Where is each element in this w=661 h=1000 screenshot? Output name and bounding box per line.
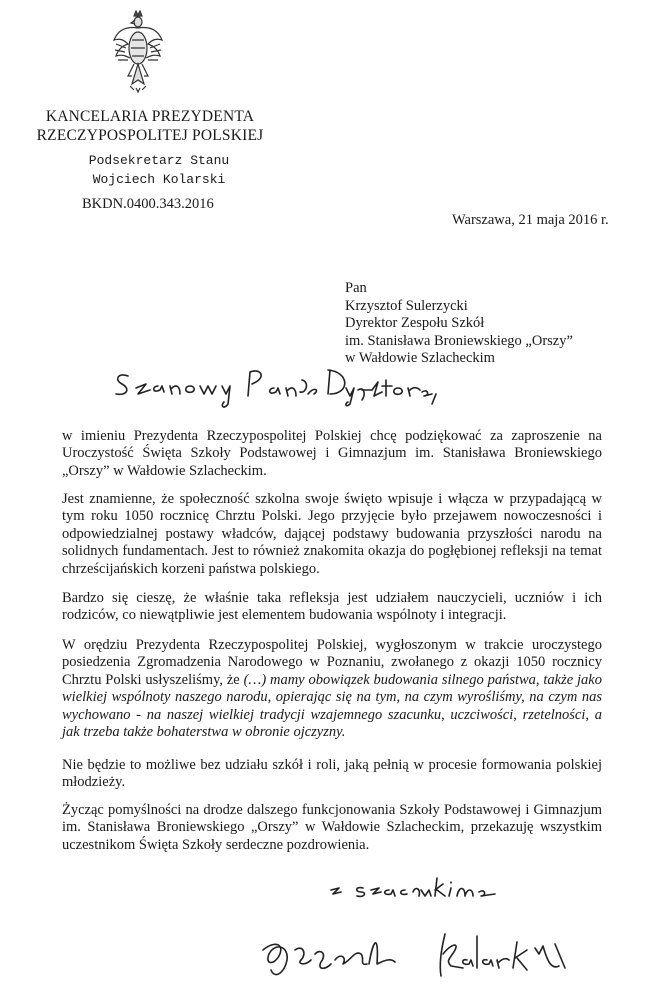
paragraph-5: Nie będzie to możliwe bez udziału szkół i roli, jaką pełnią w procesie formowania polskiej młodzieży. <box>62 757 602 791</box>
handwritten-signature <box>255 920 595 990</box>
addressee-block <box>345 280 573 368</box>
office-name-line2: RZECZYPOSPOLITEJ POLSKIEJ <box>36 127 264 144</box>
paragraph-2: Jest znamienne, że społeczność szkolna swoje święto wpisuje i włącza w przypadającą w tym roku 1050 rocznicę Chrztu Polski. Jego przyjęcie było przejawem nowoczesności i odpowiedzialnej postawy władców, dającej podstawy budowania przyszłości narodu na solidnych fundamentach. Jest to również znakomita okazja do pogłębionej refleksji na temat chrześcijańskich korzeni państwa polskiego. <box>62 491 602 577</box>
handwritten-closing <box>325 870 525 900</box>
paragraph-4-quote: (…) mamy obowiązek budowania silnego państwa, także jako wielkiej wspólnoty naszego narodu, opierając się na tym, na czym wyrośliśmy, na czym nas wychowano - na naszej wielkiej tradycji wzajemnego szacunku, uczciwości, rzetelności, a jak trzeba także bohaterstwa w obronie ojczyzny. <box>62 671 602 741</box>
addressee-line1: Pan <box>345 280 367 296</box>
addressee-line2: Krzysztof Sulerzycki <box>345 297 468 314</box>
polish-eagle-emblem-icon <box>112 10 164 94</box>
paragraph-3: Bardzo się cieszę, że właśnie taka refleksja jest udziałem nauczycieli, uczniów i ich rodziców, co niewątpliwie jest elementem budowania wspólnoty i integracji. <box>62 590 602 624</box>
reference-number: BKDN.0400.343.2016 <box>82 196 214 212</box>
secretary-name: Wojciech Kolarski <box>92 172 226 187</box>
addressee-line5: w Wałdowie Szlacheckim <box>345 350 495 366</box>
handwritten-greeting <box>110 360 450 415</box>
office-header <box>30 107 270 145</box>
secretary-block <box>79 151 239 189</box>
place-date: Warszawa, 21 maja 2016 r. <box>452 212 609 228</box>
paragraph-1: w imieniu Prezydenta Rzeczypospolitej Polskiej chcę podziękować za zaproszenie na Uroczystość Święta Szkoły Podstawowej i Gimnazjum im. Stanisława Broniewskiego „Orszy” w Wałdowie Szlacheckim. <box>62 428 602 479</box>
addressee-line4: im. Stanisława Broniewskiego „Orszy” <box>345 332 573 349</box>
paragraph-6: Życząc pomyślności na drodze dalszego funkcjonowania Szkoły Podstawowej i Gimnazjum im. Stanisława Broniewskiego „Orszy” w Wałdowie Szlacheckim, przekazuję wszystkim uczestnikom Święta Szkoły serdeczne pozdrowienia. <box>62 802 602 853</box>
secretary-title: Podsekretarz Stanu <box>88 153 230 168</box>
office-name-line1: KANCELARIA PREZYDENTA <box>45 108 255 125</box>
paragraph-4 <box>62 637 602 741</box>
addressee-line3: Dyrektor Zespołu Szkół <box>345 315 485 331</box>
paragraph-4-intro: W orędziu Prezydenta Rzeczypospolitej Polskiej, wygłoszonym w trakcie uroczystego posiedzenia Zgromadzenia Narodowego w Poznaniu, zwołanego z okazji 1050 rocznicy Chrztu Polski usłyszeliśmy, że <box>62 637 602 688</box>
